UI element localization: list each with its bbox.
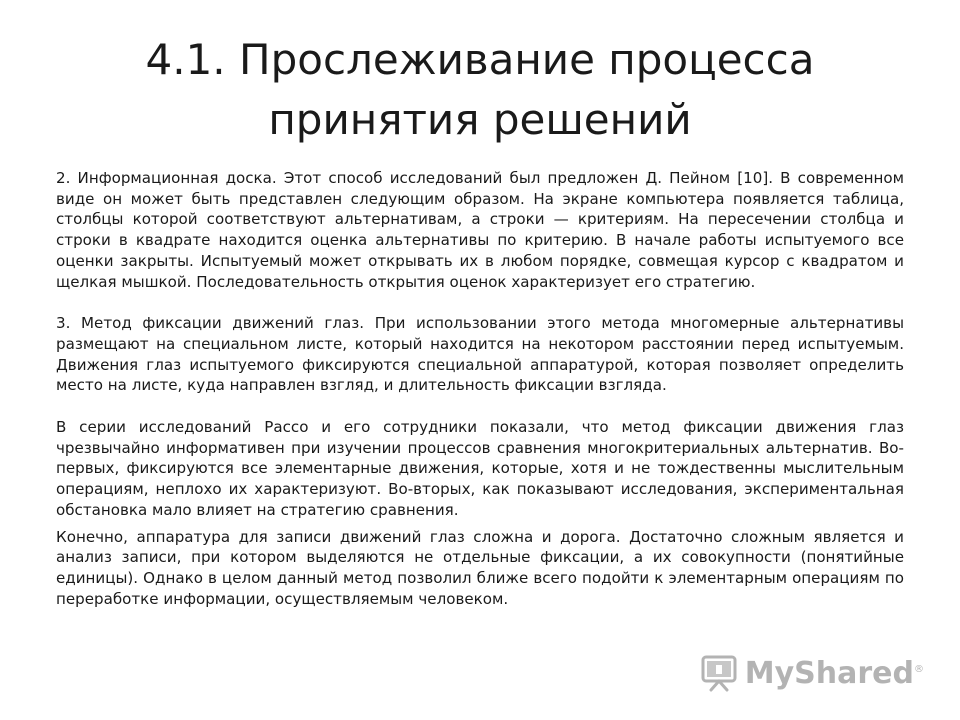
slide-title xyxy=(40,30,920,150)
watermark-text: MyShared® xyxy=(744,655,924,691)
slide-title-line-1: 4.1. Прослеживание процесса xyxy=(145,35,815,84)
presentation-board-icon xyxy=(699,654,739,692)
slide-body xyxy=(56,168,904,609)
paragraph-equipment-conclusion: Конечно, аппаратура для записи движений глаз сложна и дорога. Достаточно сложным является и анализ записи, при котором выделяются не отдельные фиксации, а их совокупности (понятийные единицы). Однако в целом данный метод позволил ближе всего подойти к элементарным операциям по переработке информации, осуществляемым человеком. xyxy=(56,527,904,608)
paragraph-eye-tracking-method: 3. Метод фиксации движений глаз. При использовании этого метода многомерные альтернативы размещают на специальном листе, который находится на некотором расстоянии перед испытуемым. Движения глаз испытуемого фиксируются специальной аппаратурой, которая позволяет определить место на листе, куда направлен взгляд, и длительность фиксации взгляда. xyxy=(56,314,904,395)
slide-title-line-2: принятия решений xyxy=(268,95,692,144)
myshared-watermark xyxy=(699,654,924,692)
paragraph-russo-research: В серии исследований Рассо и его сотрудники показали, что метод фиксации движения глаз чрезвычайно информативен при изучении процессов сравнения многокритериальных альтернатив. Во-первых, фиксируются все элементарные движения, которые, хотя и не тождественны мыслительным операциям, неплохо их характеризуют. Во-вторых, как показывают исследования, экспериментальная обстановка мало влияет на стратегию сравнения. xyxy=(56,418,904,519)
paragraph-information-board: 2. Информационная доска. Этот способ исследований был предложен Д. Пейном [10]. В современном виде он может быть представлен следующим образом. На экране компьютера появляется таблица, столбцы которой соответствуют альтернативам, а строки — критериям. На пересечении столбца и строки в квадрате находится оценка альтернативы по критерию. В начале работы испытуемого все оценки закрыты. Испытуемый может открывать их в любом порядке, совмещая курсор с квадратом и щелкая мышкой. Последовательность открытия оценок характеризует его стратегию. xyxy=(56,169,904,291)
